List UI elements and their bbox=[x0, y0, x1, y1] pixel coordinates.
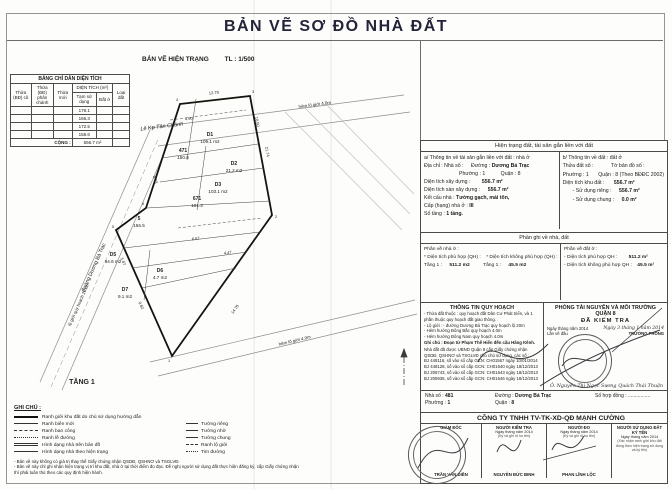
land-note-block bbox=[561, 244, 667, 300]
value: 556.7 m² bbox=[481, 179, 503, 186]
review-date-blank: Ngày tháng năm 2014 bbox=[547, 326, 589, 331]
north-arrow-icon bbox=[401, 349, 407, 385]
legend-left-column bbox=[14, 415, 314, 457]
label: Tờ bản đồ số : bbox=[610, 163, 645, 170]
planning-line: - Hẻm hướng Đông Nam quy hoạch 4.0m bbox=[424, 334, 504, 340]
value: 481 bbox=[445, 393, 454, 399]
wall-symbol bbox=[186, 437, 198, 438]
legend-label: Ranh lề đường bbox=[42, 435, 75, 441]
house-note-block bbox=[421, 244, 561, 300]
street-label-hem-bottom: hẻm lộ giới 4.0m bbox=[278, 334, 312, 347]
status-header: Hiện trạng đất, tài sản gắn liền với đất bbox=[421, 141, 667, 152]
parcel-area: 4.7 m2 bbox=[152, 275, 168, 280]
parcel-id: D5 bbox=[109, 252, 117, 258]
value: 1 bbox=[447, 400, 451, 406]
legend-right-column bbox=[186, 422, 231, 457]
dim: 4.90 bbox=[184, 115, 193, 122]
parcel-area: 150.6 bbox=[177, 155, 189, 160]
curb-line-symbol bbox=[14, 437, 38, 438]
page-title: BẢN VẼ SƠ ĐỒ NHÀ ĐẤT bbox=[223, 18, 449, 35]
parcel-id: D6 bbox=[156, 268, 164, 274]
sign-note: (Ký và ghi rõ họ tên) bbox=[562, 434, 596, 438]
date-line: Ngày tháng năm 2014 bbox=[620, 435, 659, 439]
review-right-role: TRƯỞNG PHÒNG bbox=[628, 331, 664, 336]
point: 3 bbox=[251, 90, 255, 94]
cell-area: 179.1 bbox=[72, 107, 96, 115]
planning-line: - Lộ giới : - đường Dương Bá Trạc quy hoạch lộ 20m bbox=[424, 322, 525, 328]
gcn-line: BJ 448128, số vào sổ cấp GCN: CH01640 ngày 18/12/2013 bbox=[424, 364, 538, 370]
col-header-type: Loại đất bbox=[113, 84, 130, 107]
col-header-old: Thửa (BĐ) cũ bbox=[11, 84, 32, 107]
value: 511.2 m² bbox=[628, 254, 648, 260]
scale-label: TL : 1/500 bbox=[224, 56, 255, 63]
asset-title: a/ Thông tin về tài sản gắn liền với đất : nhà ở bbox=[424, 155, 530, 161]
value: 45.5 m2 bbox=[508, 262, 527, 268]
legend-label: Hình dạng nhà theo hiện trạng bbox=[42, 449, 109, 455]
value: 556.7 m² bbox=[487, 187, 509, 194]
point: 1 bbox=[167, 359, 171, 363]
signature-column-surveyor bbox=[547, 424, 612, 478]
label: * Diện tích không phù hợp (QH) : bbox=[486, 254, 558, 260]
company-name: CÔNG TY TNHH TV-TK-XD-QĐ MẠNH CƯỜNG bbox=[421, 413, 667, 424]
status-section bbox=[420, 140, 668, 234]
parcel-area: 21.2 m2 bbox=[225, 168, 243, 173]
col-header-new: Thửa mới bbox=[53, 84, 72, 107]
adjacent-owner-label: Lê Kp Tân Chánh bbox=[140, 121, 184, 133]
cell-area: 166.3 bbox=[72, 115, 96, 123]
sign-note: (Ký và ghi rõ họ tên) bbox=[497, 434, 531, 438]
gcn-line: Nhà đất đã được UBND Quận 8 cấp Giấy chứng nhận bbox=[424, 346, 528, 352]
boundary-line-symbol bbox=[14, 416, 38, 418]
hatch-lines bbox=[285, 104, 414, 230]
legend-note: - Bản vẽ này không có giá trị thay thế Giấy chứng nhận QSDĐ, QSHNƠ và TSGLVĐ. bbox=[14, 458, 180, 464]
value: III bbox=[469, 203, 474, 210]
value: 0.0 m² bbox=[621, 196, 637, 203]
parcel-area: 156.5 bbox=[133, 223, 145, 228]
review-right-name: Quách Thái Thuận bbox=[618, 384, 663, 389]
legend-item bbox=[186, 422, 231, 429]
legend-label: Ranh lộ giới bbox=[201, 442, 228, 448]
label: Kết cấu nhà : bbox=[424, 195, 455, 202]
new-edge-line-symbol bbox=[14, 423, 38, 424]
planning-line: - Thửa đất thuộc : quy hoạch đất Dân Cư Phát triển, và 1 bbox=[424, 311, 533, 316]
road-axis-symbol bbox=[186, 451, 198, 452]
legend-title: GHI CHÚ : bbox=[14, 405, 42, 411]
legend bbox=[14, 405, 314, 475]
wall-symbol bbox=[186, 423, 198, 424]
cell-area: 172.5 bbox=[72, 123, 96, 131]
legend-label: Hình dạng nhà trên bản đồ bbox=[42, 442, 101, 448]
note-header: Phần ghi về nhà, đất bbox=[421, 233, 667, 244]
legend-label: Tường chung bbox=[201, 435, 231, 441]
gcn-line: BJ 205936, số vào sổ cấp GCN: CH01646 ngày 18/12/2013 bbox=[424, 375, 538, 381]
legend-label: Tường nhờ bbox=[201, 428, 226, 434]
label: Phường : bbox=[425, 400, 447, 406]
value: ................ bbox=[628, 393, 651, 399]
label: Cấp (hạng) nhà ở : bbox=[424, 203, 468, 210]
role-label: NGƯỜI SỬ DỤNG ĐẤT KÝ TÊN bbox=[616, 425, 663, 435]
parcel-area: 9.1 m2 bbox=[117, 294, 133, 299]
review-checked-label: ĐÃ KIỂM TRA bbox=[581, 318, 630, 324]
parcel-id: D1 bbox=[206, 132, 214, 138]
value: 1 tầng. bbox=[446, 211, 463, 218]
planning-title: THÔNG TIN QUY HOẠCH bbox=[450, 305, 514, 311]
label: Phường : 1 bbox=[562, 171, 589, 178]
review-stamp-inner-ring bbox=[560, 336, 610, 386]
parcel-id: 671 bbox=[192, 196, 202, 202]
signature-column-land-user bbox=[612, 424, 667, 478]
review-date-written: Ngày 3 tháng 1 năm 2014 bbox=[603, 326, 664, 331]
parcel-area: 109.1 m2 bbox=[200, 139, 220, 144]
legend-item bbox=[14, 429, 314, 436]
label: Diện tích xây dựng : bbox=[424, 179, 471, 186]
legend-item bbox=[14, 422, 314, 429]
col-header-mid: Thửa (BĐ) phân chánh bbox=[31, 84, 53, 107]
date-line: Ngày tháng năm 2014 bbox=[495, 430, 533, 434]
house-map-line-symbol bbox=[14, 443, 38, 446]
cell-area: 158.6 bbox=[72, 131, 96, 139]
parcel-area: 101.3 bbox=[191, 203, 203, 208]
signer-name: PHAN LĨNH LỘC bbox=[562, 472, 596, 477]
parcel-area: 94.6 m2 bbox=[104, 259, 122, 264]
label: - Diện tích phù hợp QH : bbox=[564, 254, 618, 260]
legend-label: Tim đường bbox=[201, 449, 225, 455]
signature-column-checker bbox=[482, 424, 547, 478]
parcel-area: 103.1 m2 bbox=[208, 189, 228, 194]
planning-info-block bbox=[421, 303, 544, 391]
col-header-area-sub1: Tạm sử dụng bbox=[72, 92, 96, 106]
planning-line: - Hẻm hướng Đông Bắc quy hoạch 4.0m bbox=[424, 328, 502, 334]
legend-item bbox=[186, 450, 231, 457]
point: 4 bbox=[175, 98, 179, 102]
value: 45.5 m² bbox=[637, 262, 655, 268]
legend-item bbox=[14, 415, 314, 422]
total-value: 556.7 m² bbox=[72, 139, 113, 147]
site-plan-drawing bbox=[6, 40, 420, 405]
area-table-title: BẢNG CHỈ DẪN DIỆN TÍCH bbox=[11, 75, 130, 84]
floor-label: TẦNG 1 bbox=[69, 379, 95, 386]
legend-item bbox=[186, 429, 231, 436]
parcel-id: 5 bbox=[137, 216, 141, 222]
review-office: PHÒNG TÀI NGUYÊN VÀ MÔI TRƯỜNG QUẬN 8 bbox=[554, 305, 656, 317]
role-label: NGƯỜI ĐO bbox=[568, 425, 590, 430]
label: Diện tích sàn xây dựng : bbox=[424, 187, 481, 194]
label: Thửa đất số : bbox=[562, 163, 594, 170]
gcn-line: BJ 206743, số vào sổ cấp GCN: CH01643 ngày 18/12/2013 bbox=[424, 369, 538, 375]
role-label: NGƯỜI KIỂM TRA bbox=[496, 425, 532, 430]
legend-item bbox=[186, 443, 231, 450]
label: - Diện tích không phù hợp QH : bbox=[564, 262, 632, 268]
label: - Sử dụng riêng : bbox=[572, 188, 612, 195]
dim: 10.50 bbox=[254, 116, 261, 128]
planning-review-section bbox=[420, 302, 668, 392]
legend-label: Ranh giới khu đất do chủ sử dụng hướng dẫn bbox=[42, 414, 142, 420]
value: 556.7 m² bbox=[613, 179, 635, 186]
signer-name: TRẦN VĂN ĐIỀN bbox=[434, 472, 468, 477]
review-left-role: Lần vẽ đầu bbox=[547, 331, 568, 336]
point: 2 bbox=[274, 215, 278, 219]
note-section bbox=[420, 232, 668, 304]
label: Tầng 1 : bbox=[483, 262, 502, 268]
value: Tường gạch, mái tôn, bbox=[456, 195, 510, 202]
gcn-line: BJ 448116, số vào sổ cấp GCN: CH01567 ngày 10/01/2014 bbox=[424, 358, 538, 364]
house-note-title: Phần về nhà ở : bbox=[424, 247, 459, 252]
address-strip bbox=[420, 390, 668, 414]
legend-label: Tường riêng bbox=[201, 421, 229, 427]
label: Diện tích khu đất : bbox=[562, 179, 605, 186]
col-header-area-sub2: Đất ở bbox=[96, 92, 113, 106]
asset-info-block bbox=[421, 152, 560, 229]
total-label: CỘNG : bbox=[11, 139, 73, 147]
street-label-duong-ba-trac: đường Dương Bá Trạc bbox=[80, 242, 108, 293]
parcel-labels bbox=[105, 132, 243, 299]
dim: 5.87 bbox=[119, 256, 128, 266]
street-label-hem-top: hẻm lộ giới 4.0m bbox=[298, 99, 332, 110]
signer-name: NGUYỄN ĐỨC BINH bbox=[493, 472, 535, 477]
label: Phường : 1 bbox=[459, 171, 486, 178]
dim: 4.47 bbox=[223, 249, 232, 256]
label: Số tầng : bbox=[424, 211, 445, 218]
land-title: b/ Thông tin về đất : đất ở bbox=[562, 155, 622, 161]
planning-line: phần thuộc quy hoạch đất giao thông. bbox=[424, 316, 496, 322]
label: Tầng 1 : bbox=[424, 262, 442, 268]
legend-item bbox=[186, 436, 231, 443]
legend-item bbox=[14, 443, 314, 450]
value: 8 bbox=[511, 400, 515, 406]
value: Dương Bá Trạc bbox=[514, 393, 552, 399]
planning-line: Ghi chú : Đoạn từ Phạm Thế Hiển đến cầu Hãng Kênh. bbox=[424, 339, 536, 345]
col-header-area: DIỆN TÍCH (m²) bbox=[72, 84, 113, 93]
label: Địa chỉ : Nhà số : bbox=[424, 163, 464, 170]
legend-item bbox=[14, 436, 314, 443]
company-stamp-inner-ring bbox=[408, 426, 466, 484]
road-limit-symbol bbox=[186, 444, 198, 445]
house-status-line-symbol bbox=[14, 451, 38, 452]
sign-note: (Xác nhận ranh giới khu đất đúng theo hiện trạng sử dụng và ký tên) bbox=[615, 439, 664, 453]
wall-symbol bbox=[186, 430, 198, 431]
dim: 9.82 bbox=[137, 300, 146, 310]
label: Nhà số : bbox=[425, 393, 444, 399]
label: Đường : bbox=[470, 163, 491, 170]
legend-note: - Bản vẽ này chỉ ghi nhận hiện trạng vị trí khu đất, nhà ở tại thời điểm đo đạc. Đề nghị người sử dụng đất thực hiện đăng ký, cấp Giấy chứng nhận thì phải tuân thủ theo các quy định hiện hành. bbox=[14, 464, 299, 475]
legend-item bbox=[14, 450, 314, 457]
land-info-block bbox=[560, 152, 667, 229]
value: 511.2 m2 bbox=[449, 262, 470, 268]
parcel-id: D7 bbox=[121, 287, 129, 293]
label: Quận : 8 bbox=[500, 171, 521, 178]
parcel-id: 471 bbox=[178, 148, 188, 154]
parcel-id: D3 bbox=[214, 182, 222, 188]
value: 556.7 m² bbox=[619, 188, 640, 195]
parcel-id: D2 bbox=[230, 161, 238, 167]
label: Số hợp đồng : bbox=[595, 393, 627, 399]
role-label: GIÁM ĐỐC bbox=[440, 425, 462, 430]
dim: 6.57 bbox=[191, 235, 200, 242]
label: Đường : bbox=[495, 393, 514, 399]
balcony-line-symbol bbox=[14, 430, 38, 431]
legend-label: Ranh biên mới bbox=[42, 421, 75, 427]
land-note-title: Phần về đất ở : bbox=[564, 247, 598, 252]
label: * Diện tích phù hợp (QH) : bbox=[424, 254, 481, 260]
review-left-name: Ô. Nguyễn Thị Ngọc Sương bbox=[550, 384, 617, 389]
legend-label: Ranh ban công bbox=[42, 428, 76, 434]
dim: 12.79 bbox=[208, 89, 220, 96]
label: Quận : bbox=[495, 400, 511, 406]
label: Quận : 8 (Theo BĐĐC 2002) bbox=[598, 171, 664, 178]
gcn-line: QSDĐ, QSHNƠ và TSGLVĐ cho chủ sử dụng, các số : bbox=[424, 352, 530, 358]
subtitle-text: BẢN VẼ HIỆN TRẠNG bbox=[142, 56, 209, 63]
dim: 14.76 bbox=[229, 303, 240, 315]
value: Dương Bá Trạc bbox=[491, 163, 530, 170]
date-line: Ngày tháng năm 2014 bbox=[560, 430, 598, 434]
dim: 8.73 bbox=[151, 175, 160, 185]
point: 5 bbox=[111, 225, 115, 229]
point: 6 bbox=[141, 202, 145, 206]
dim: 21.74 bbox=[264, 146, 271, 158]
label: - Sử dụng chung : bbox=[572, 196, 615, 203]
street-label-lo-gioi: lộ giới quy hoạch 20.0m bbox=[66, 281, 91, 327]
